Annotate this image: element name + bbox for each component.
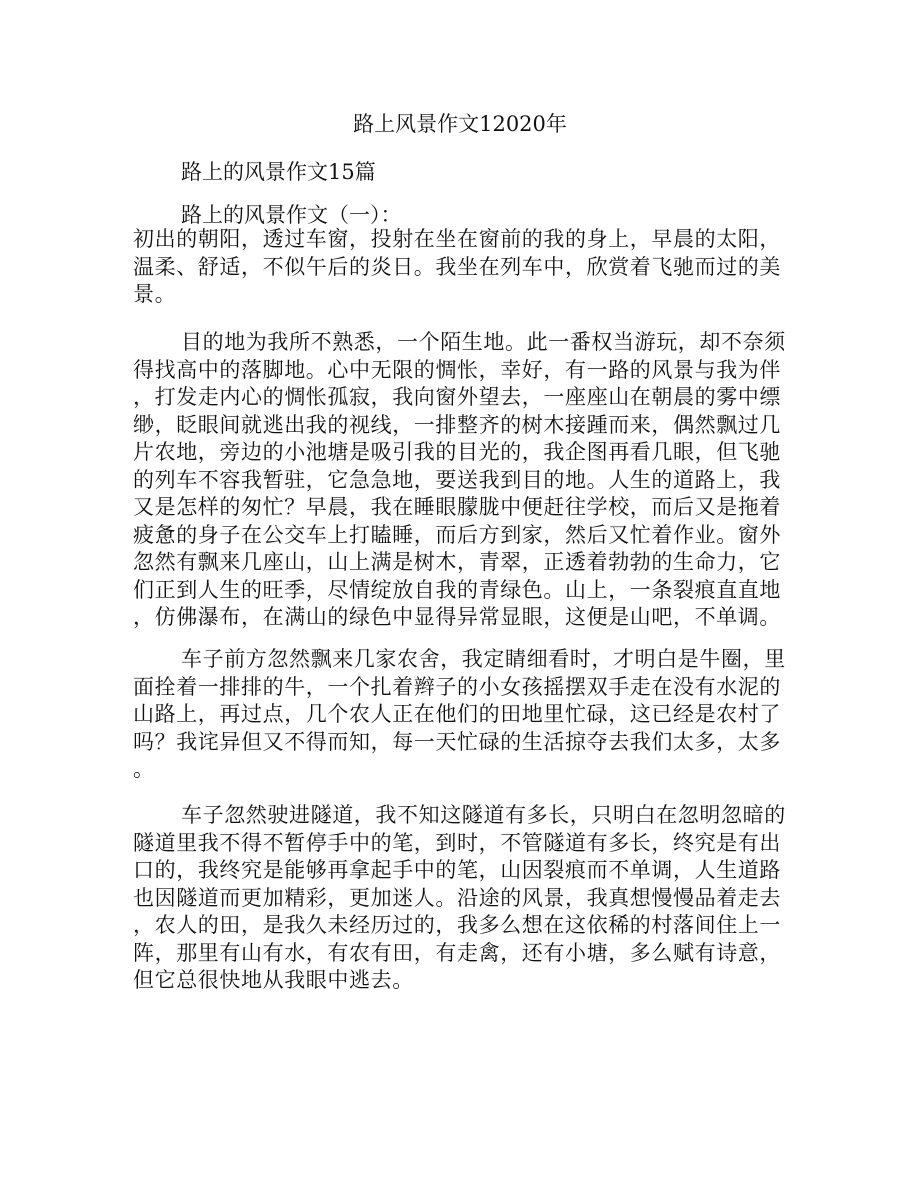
document-subtitle: 路上的风景作文15篇 [181,160,376,184]
text-line: 初出的朝阳，透过车窗，投射在坐在窗前的我的身上，早晨的太阳， [133,227,781,251]
paragraph-1 [133,226,793,309]
text-line: 的列车不容我暂驻，它急急地，要送我到目的地。人生的道路上，我 [133,467,781,492]
text-line: 阵，那里有山有水，有农有田，有走禽，还有小塘，多么赋有诗意， [133,940,781,965]
text-line: 。 [133,757,155,781]
text-line: 面拴着一排排的牛，一个扎着辫子的小女孩摇摆双手走在没有水泥的 [133,674,781,699]
text-line: 目的地为我所不熟悉，一个陌生地。此一番权当游玩，却不奈须 [181,330,786,354]
document-title: 路上风景作文12020年 [353,112,567,136]
section-heading: 路上的风景作文（一）： [181,203,402,227]
paragraph-3 [133,646,793,784]
text-line: 景。 [133,282,177,306]
text-line: 们正到人生的旺季，尽情绽放自我的青绿色。山上，一条裂痕直直地 [133,577,781,602]
text-line: 山路上，再过点，几个农人正在他们的田地里忙碌，这已经是农村了 [133,702,781,726]
paragraph-4 [133,802,793,995]
text-line: 温柔、舒适，不似午后的炎日。我坐在列车中，欣赏着飞驰而过的美 [133,254,781,279]
text-line: 车子忽然驶进隧道，我不知这隧道有多长，只明白在忽明忽暗的 [181,803,786,827]
text-line: ，打发走内心的惆怅孤寂，我向窗外望去，一座座山在朝晨的雾中缥 [133,385,781,409]
text-line: 得找高中的落脚地。心中无限的惆怅，幸好，有一路的风景与我为伴 [133,357,781,382]
text-line: 疲惫的身子在公交车上打瞌睡，而后方到家，然后又忙着作业。窗外 [133,522,781,547]
text-line: ，农人的田，是我久未经历过的，我多么想在这依稀的村落间住上一 [133,913,781,937]
text-line: 但它总很快地从我眼中逃去。 [133,968,414,992]
text-line: 吗？我诧异但又不得而知，每一天忙碌的生活掠夺去我们太多，太多 [133,729,781,754]
paragraph-2 [133,329,793,632]
text-line: 片农地，旁边的小池塘是吸引我的目光的，我企图再看几眼，但飞驰 [133,440,781,464]
text-line: 又是怎样的匆忙？早晨，我在睡眼朦胧中便赶往学校，而后又是拖着 [133,495,781,519]
text-line: 忽然有飘来几座山，山上满是树木，青翠，正透着勃勃的生命力，它 [133,550,781,574]
text-line: 口的，我终究是能够再拿起手中的笔，山因裂痕而不单调，人生道路 [133,858,781,882]
text-line: 隧道里我不得不暂停手中的笔，到时，不管隧道有多长，终究是有出 [133,830,781,855]
text-line: 车子前方忽然飘来几家农舍，我定睛细看时，才明白是牛圈，里 [181,647,786,671]
text-line: 也因隧道而更加精彩，更加迷人。沿途的风景，我真想慢慢品着走去 [133,885,781,910]
text-line: 缈，眨眼间就逃出我的视线，一排整齐的树木接踵而来，偶然飘过几 [133,412,781,437]
text-line: ，仿佛瀑布，在满山的绿色中显得异常显眼，这便是山吧，不单调。 [133,605,781,629]
